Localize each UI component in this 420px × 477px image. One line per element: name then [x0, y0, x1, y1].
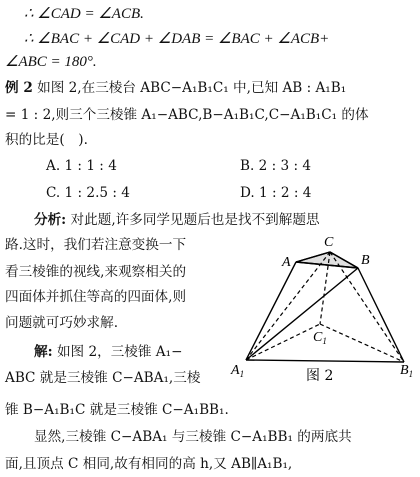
analysis-text: 对此题,许多同学见题后也是找不到解题思	[70, 212, 320, 228]
option-b: B. 2 : 3 : 4	[240, 158, 312, 174]
example-label: 例 2	[5, 80, 33, 96]
label-B1: $B_1$	[400, 363, 414, 379]
option-a: A. 1 : 1 : 4	[46, 158, 117, 174]
option-d: D. 1 : 2 : 4	[240, 185, 312, 201]
text-line-16: 面,且顶点 C 相同,故有相同的高 h,又 AB∥A₁B₁,	[5, 456, 293, 472]
solution-text: 如图 2，三棱锥 A₁−	[56, 344, 183, 360]
label-A1: $A_1$	[231, 363, 245, 379]
solution-line	[34, 341, 182, 363]
text-line-8: 路.这时，我们若注意变换一下	[5, 237, 187, 253]
text-line-5: = 1 : 2,则三个三棱锥 A₁−ABC,B−A₁B₁C,C−A₁B₁C₁ 的体	[5, 107, 369, 123]
analysis-line	[34, 209, 320, 231]
edge-C1-B1	[320, 324, 404, 362]
text-line-1: ∴ ∠CAD = ∠ACB.	[24, 6, 144, 22]
text-line-9: 看三棱锥的视线,来观察相关的	[5, 264, 187, 280]
edge-A1-B1	[246, 360, 404, 362]
text-line-15: 显然,三棱锥 C−ABA₁ 与三棱锥 C−A₁BB₁ 的两底共	[34, 429, 352, 445]
text-line-6: 积的比是( ).	[5, 132, 88, 148]
text-line-14: 锥 B−A₁B₁C 就是三棱锥 C−A₁BB₁.	[5, 402, 229, 418]
analysis-label: 分析:	[34, 212, 67, 228]
label-A: A	[282, 255, 291, 270]
label-B: B	[361, 253, 370, 268]
figure-caption: 图 2	[306, 368, 334, 384]
solution-label: 解:	[34, 344, 53, 360]
edge-A-A1	[246, 262, 296, 360]
text-line-10: 四面体并抓住等高的四面体,则	[5, 289, 187, 305]
text-line-13: ABC 就是三棱锥 C−ABA₁,三棱	[5, 370, 201, 386]
edge-A1-B	[246, 268, 358, 360]
text-line-11: 问题就可巧妙求解.	[5, 315, 119, 331]
edge-B-B1	[358, 268, 404, 362]
label-C: C	[324, 235, 334, 250]
label-C1: $C_1$	[313, 330, 327, 346]
text-line-2: ∴ ∠BAC + ∠CAD + ∠DAB = ∠BAC + ∠ACB+	[24, 31, 330, 47]
text-line-3: ∠ABC = 180°.	[5, 54, 97, 70]
example-line	[5, 77, 346, 99]
figure-frustum	[226, 230, 420, 420]
example-text: 如图 2,在三棱台 ABC−A₁B₁C₁ 中,已知 AB : A₁B₁	[37, 80, 347, 96]
option-c: C. 1 : 2.5 : 4	[46, 185, 130, 201]
